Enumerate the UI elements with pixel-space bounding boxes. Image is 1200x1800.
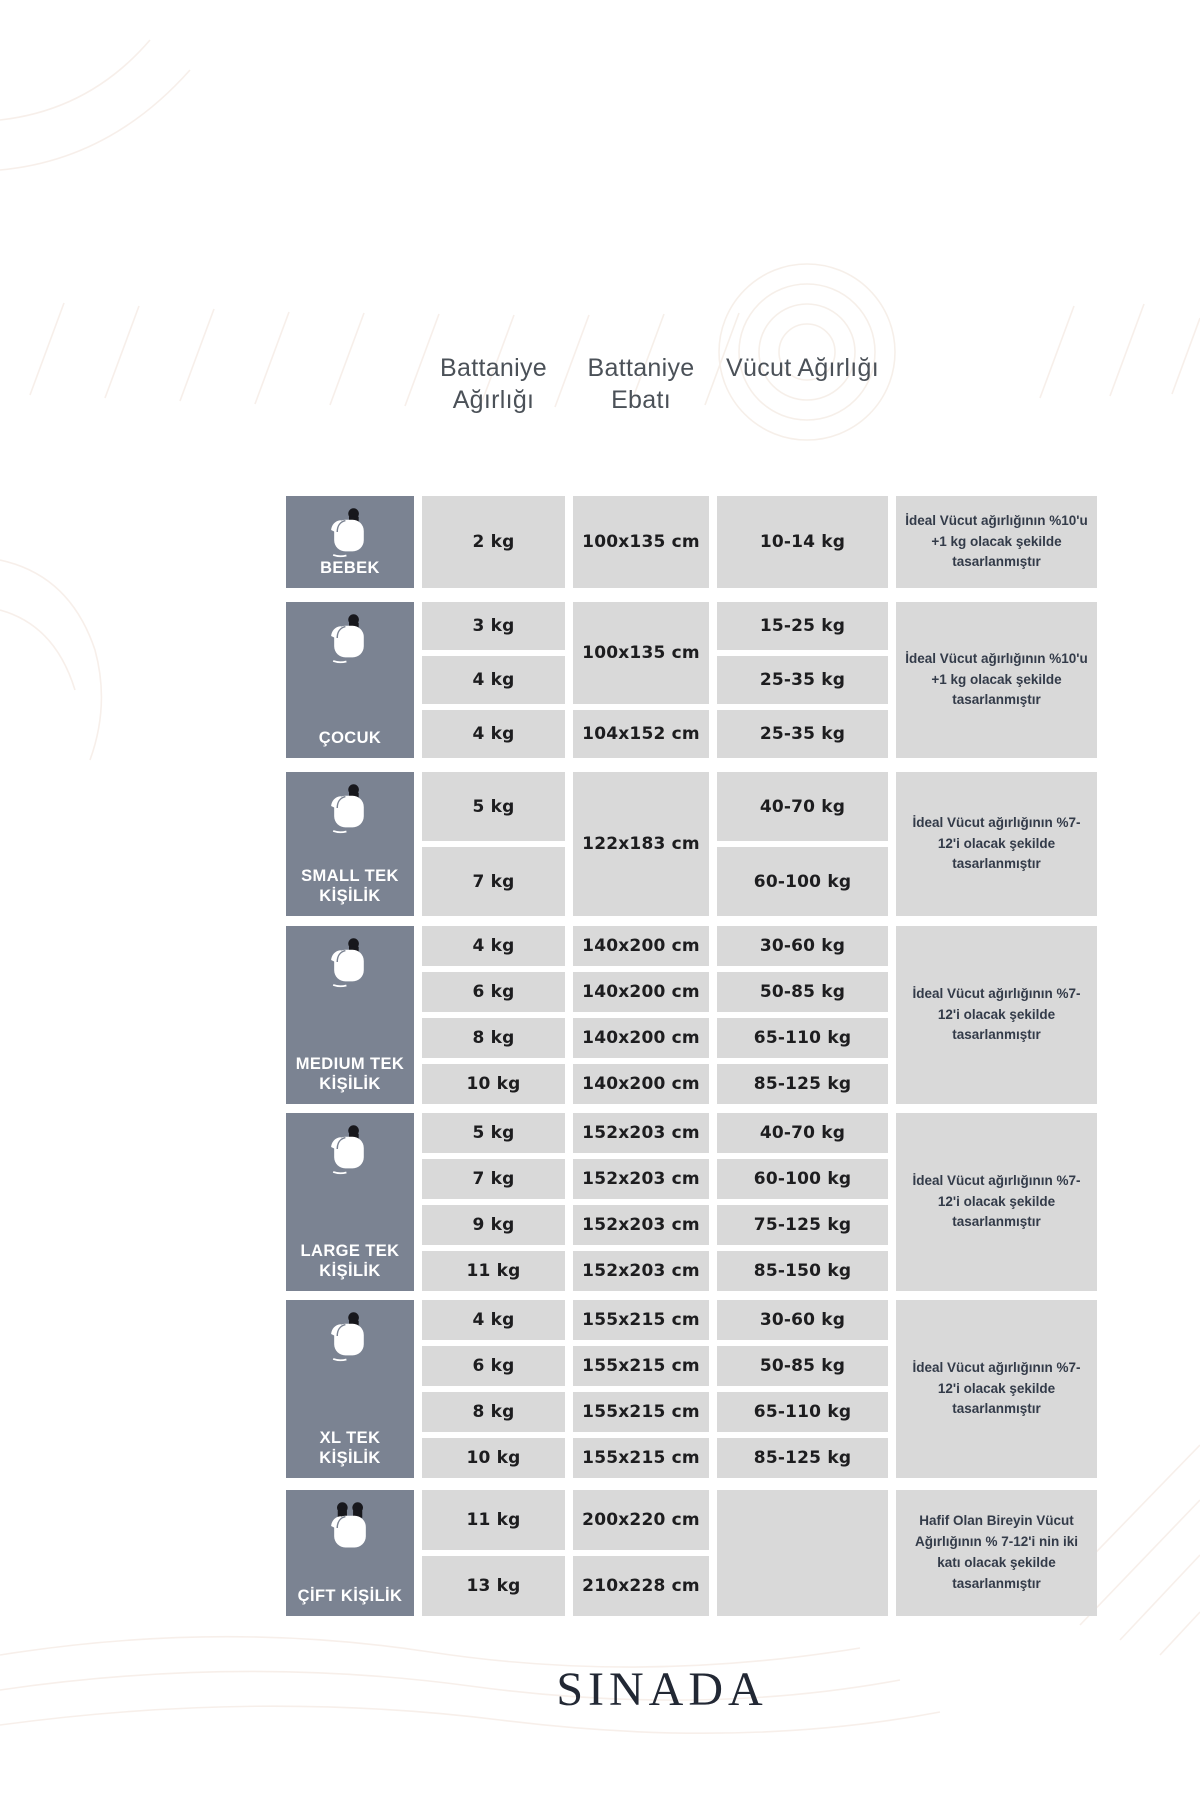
blanket-weight-cell: 9 kg (422, 1205, 565, 1245)
person-under-blanket-icon (326, 1123, 374, 1175)
blanket-weight-cell: 4 kg (422, 1300, 565, 1340)
design-note-cell: İdeal Vücut ağırlığının %7-12'i olacak şekilde tasarlanmıştır (896, 772, 1097, 916)
category-cell-medium-tek (286, 926, 414, 1104)
blanket-size-cell: 155x215 cm (573, 1392, 709, 1432)
person-under-blanket-icon (326, 1310, 374, 1362)
body-weight-cell: 15-25 kg (717, 602, 888, 650)
blanket-size-cell: 140x200 cm (573, 972, 709, 1012)
couple-under-blanket-icon (326, 1500, 374, 1552)
person-under-blanket-icon (326, 506, 374, 558)
body-weight-cell: 65-110 kg (717, 1018, 888, 1058)
blanket-size-cell: 100x135 cm (573, 496, 709, 588)
body-weight-cell: 85-150 kg (717, 1251, 888, 1291)
blanket-weight-cell: 7 kg (422, 847, 565, 916)
blanket-size-cell: 140x200 cm (573, 1064, 709, 1104)
column-header-body-weight: Vücut Ağırlığı (726, 354, 879, 382)
category-cell-small-tek (286, 772, 414, 916)
blanket-size-cell: 152x203 cm (573, 1251, 709, 1291)
blanket-weight-cell: 8 kg (422, 1018, 565, 1058)
blanket-weight-cell: 7 kg (422, 1159, 565, 1199)
blanket-size-cell: 140x200 cm (573, 1018, 709, 1058)
category-label: ÇİFT KİŞİLİK (297, 1587, 403, 1606)
blanket-size-cell: 100x135 cm (573, 602, 709, 704)
category-cell-bebek (286, 496, 414, 588)
category-cell-cift (286, 1490, 414, 1616)
design-note-cell: İdeal Vücut ağırlığının %10'u +1 kg olacak şekilde tasarlanmıştır (896, 496, 1097, 588)
blanket-weight-cell: 11 kg (422, 1251, 565, 1291)
body-weight-cell: 30-60 kg (717, 926, 888, 966)
blanket-weight-cell: 10 kg (422, 1438, 565, 1478)
blanket-weight-cell: 5 kg (422, 772, 565, 841)
blanket-size-cell: 152x203 cm (573, 1205, 709, 1245)
size-chart-table (286, 352, 1100, 1630)
body-weight-cell: 50-85 kg (717, 972, 888, 1012)
body-weight-cell: 85-125 kg (717, 1438, 888, 1478)
category-label: SMALL TEK KİŞİLİK (301, 866, 399, 906)
blanket-weight-cell: 4 kg (422, 656, 565, 704)
section-bebek (286, 496, 1100, 588)
body-weight-cell: 65-110 kg (717, 1392, 888, 1432)
category-label: XL TEK KİŞİLİK (319, 1428, 381, 1468)
design-note-cell: İdeal Vücut ağırlığının %7-12'i olacak şekilde tasarlanmıştır (896, 1300, 1097, 1478)
section-cift (286, 1490, 1100, 1616)
body-weight-cell: 85-125 kg (717, 1064, 888, 1104)
category-label: BEBEK (320, 559, 380, 578)
section-cocuk (286, 602, 1100, 758)
blanket-size-cell: 155x215 cm (573, 1346, 709, 1386)
blanket-weight-cell: 8 kg (422, 1392, 565, 1432)
body-weight-cell: 30-60 kg (717, 1300, 888, 1340)
person-under-blanket-icon (326, 612, 374, 664)
brand-logo: SINADA (556, 1663, 768, 1716)
blanket-weight-cell: 4 kg (422, 710, 565, 758)
design-note-cell: Hafif Olan Bireyin Vücut Ağırlığının % 7-12'i nin iki katı olacak şekilde tasarlanmıştır (896, 1490, 1097, 1616)
blanket-weight-cell: 11 kg (422, 1490, 565, 1550)
category-label: ÇOCUK (318, 729, 382, 748)
column-header-blanket-weight: Battaniye Ağırlığı (440, 354, 547, 414)
person-under-blanket-icon (326, 782, 374, 834)
body-weight-cell: 60-100 kg (717, 1159, 888, 1199)
blanket-size-cell: 210x228 cm (573, 1556, 709, 1616)
blanket-size-cell: 155x215 cm (573, 1438, 709, 1478)
category-cell-large-tek (286, 1113, 414, 1291)
blanket-weight-cell: 4 kg (422, 926, 565, 966)
blanket-size-cell: 122x183 cm (573, 772, 709, 916)
blanket-weight-cell: 6 kg (422, 1346, 565, 1386)
body-weight-cell: 25-35 kg (717, 656, 888, 704)
blanket-weight-cell: 13 kg (422, 1556, 565, 1616)
section-medium-tek (286, 926, 1100, 1104)
category-cell-cocuk (286, 602, 414, 758)
section-large-tek (286, 1113, 1100, 1291)
column-headers (286, 352, 1100, 416)
blanket-weight-cell: 10 kg (422, 1064, 565, 1104)
blanket-weight-cell: 2 kg (422, 496, 565, 588)
blanket-weight-cell: 5 kg (422, 1113, 565, 1153)
body-weight-cell-empty (717, 1490, 888, 1616)
blanket-size-cell: 140x200 cm (573, 926, 709, 966)
category-label: LARGE TEK KİŞİLİK (300, 1241, 400, 1281)
blanket-size-cell: 104x152 cm (573, 710, 709, 758)
body-weight-cell: 60-100 kg (717, 847, 888, 916)
blanket-size-cell: 152x203 cm (573, 1159, 709, 1199)
blanket-size-cell: 200x220 cm (573, 1490, 709, 1550)
person-under-blanket-icon (326, 936, 374, 988)
section-xl-tek (286, 1300, 1100, 1478)
body-weight-cell: 40-70 kg (717, 772, 888, 841)
category-cell-xl-tek (286, 1300, 414, 1478)
body-weight-cell: 10-14 kg (717, 496, 888, 588)
design-note-cell: İdeal Vücut ağırlığının %7-12'i olacak şekilde tasarlanmıştır (896, 1113, 1097, 1291)
body-weight-cell: 75-125 kg (717, 1205, 888, 1245)
design-note-cell: İdeal Vücut ağırlığının %10'u +1 kg olacak şekilde tasarlanmıştır (896, 602, 1097, 758)
design-note-cell: İdeal Vücut ağırlığının %7-12'i olacak şekilde tasarlanmıştır (896, 926, 1097, 1104)
column-header-blanket-size: Battaniye Ebatı (587, 354, 695, 414)
blanket-size-cell: 152x203 cm (573, 1113, 709, 1153)
blanket-weight-cell: 3 kg (422, 602, 565, 650)
section-small-tek (286, 772, 1100, 916)
body-weight-cell: 40-70 kg (717, 1113, 888, 1153)
blanket-size-cell: 155x215 cm (573, 1300, 709, 1340)
blanket-weight-cell: 6 kg (422, 972, 565, 1012)
body-weight-cell: 50-85 kg (717, 1346, 888, 1386)
category-label: MEDIUM TEK KİŞİLİK (295, 1054, 405, 1094)
body-weight-cell: 25-35 kg (717, 710, 888, 758)
